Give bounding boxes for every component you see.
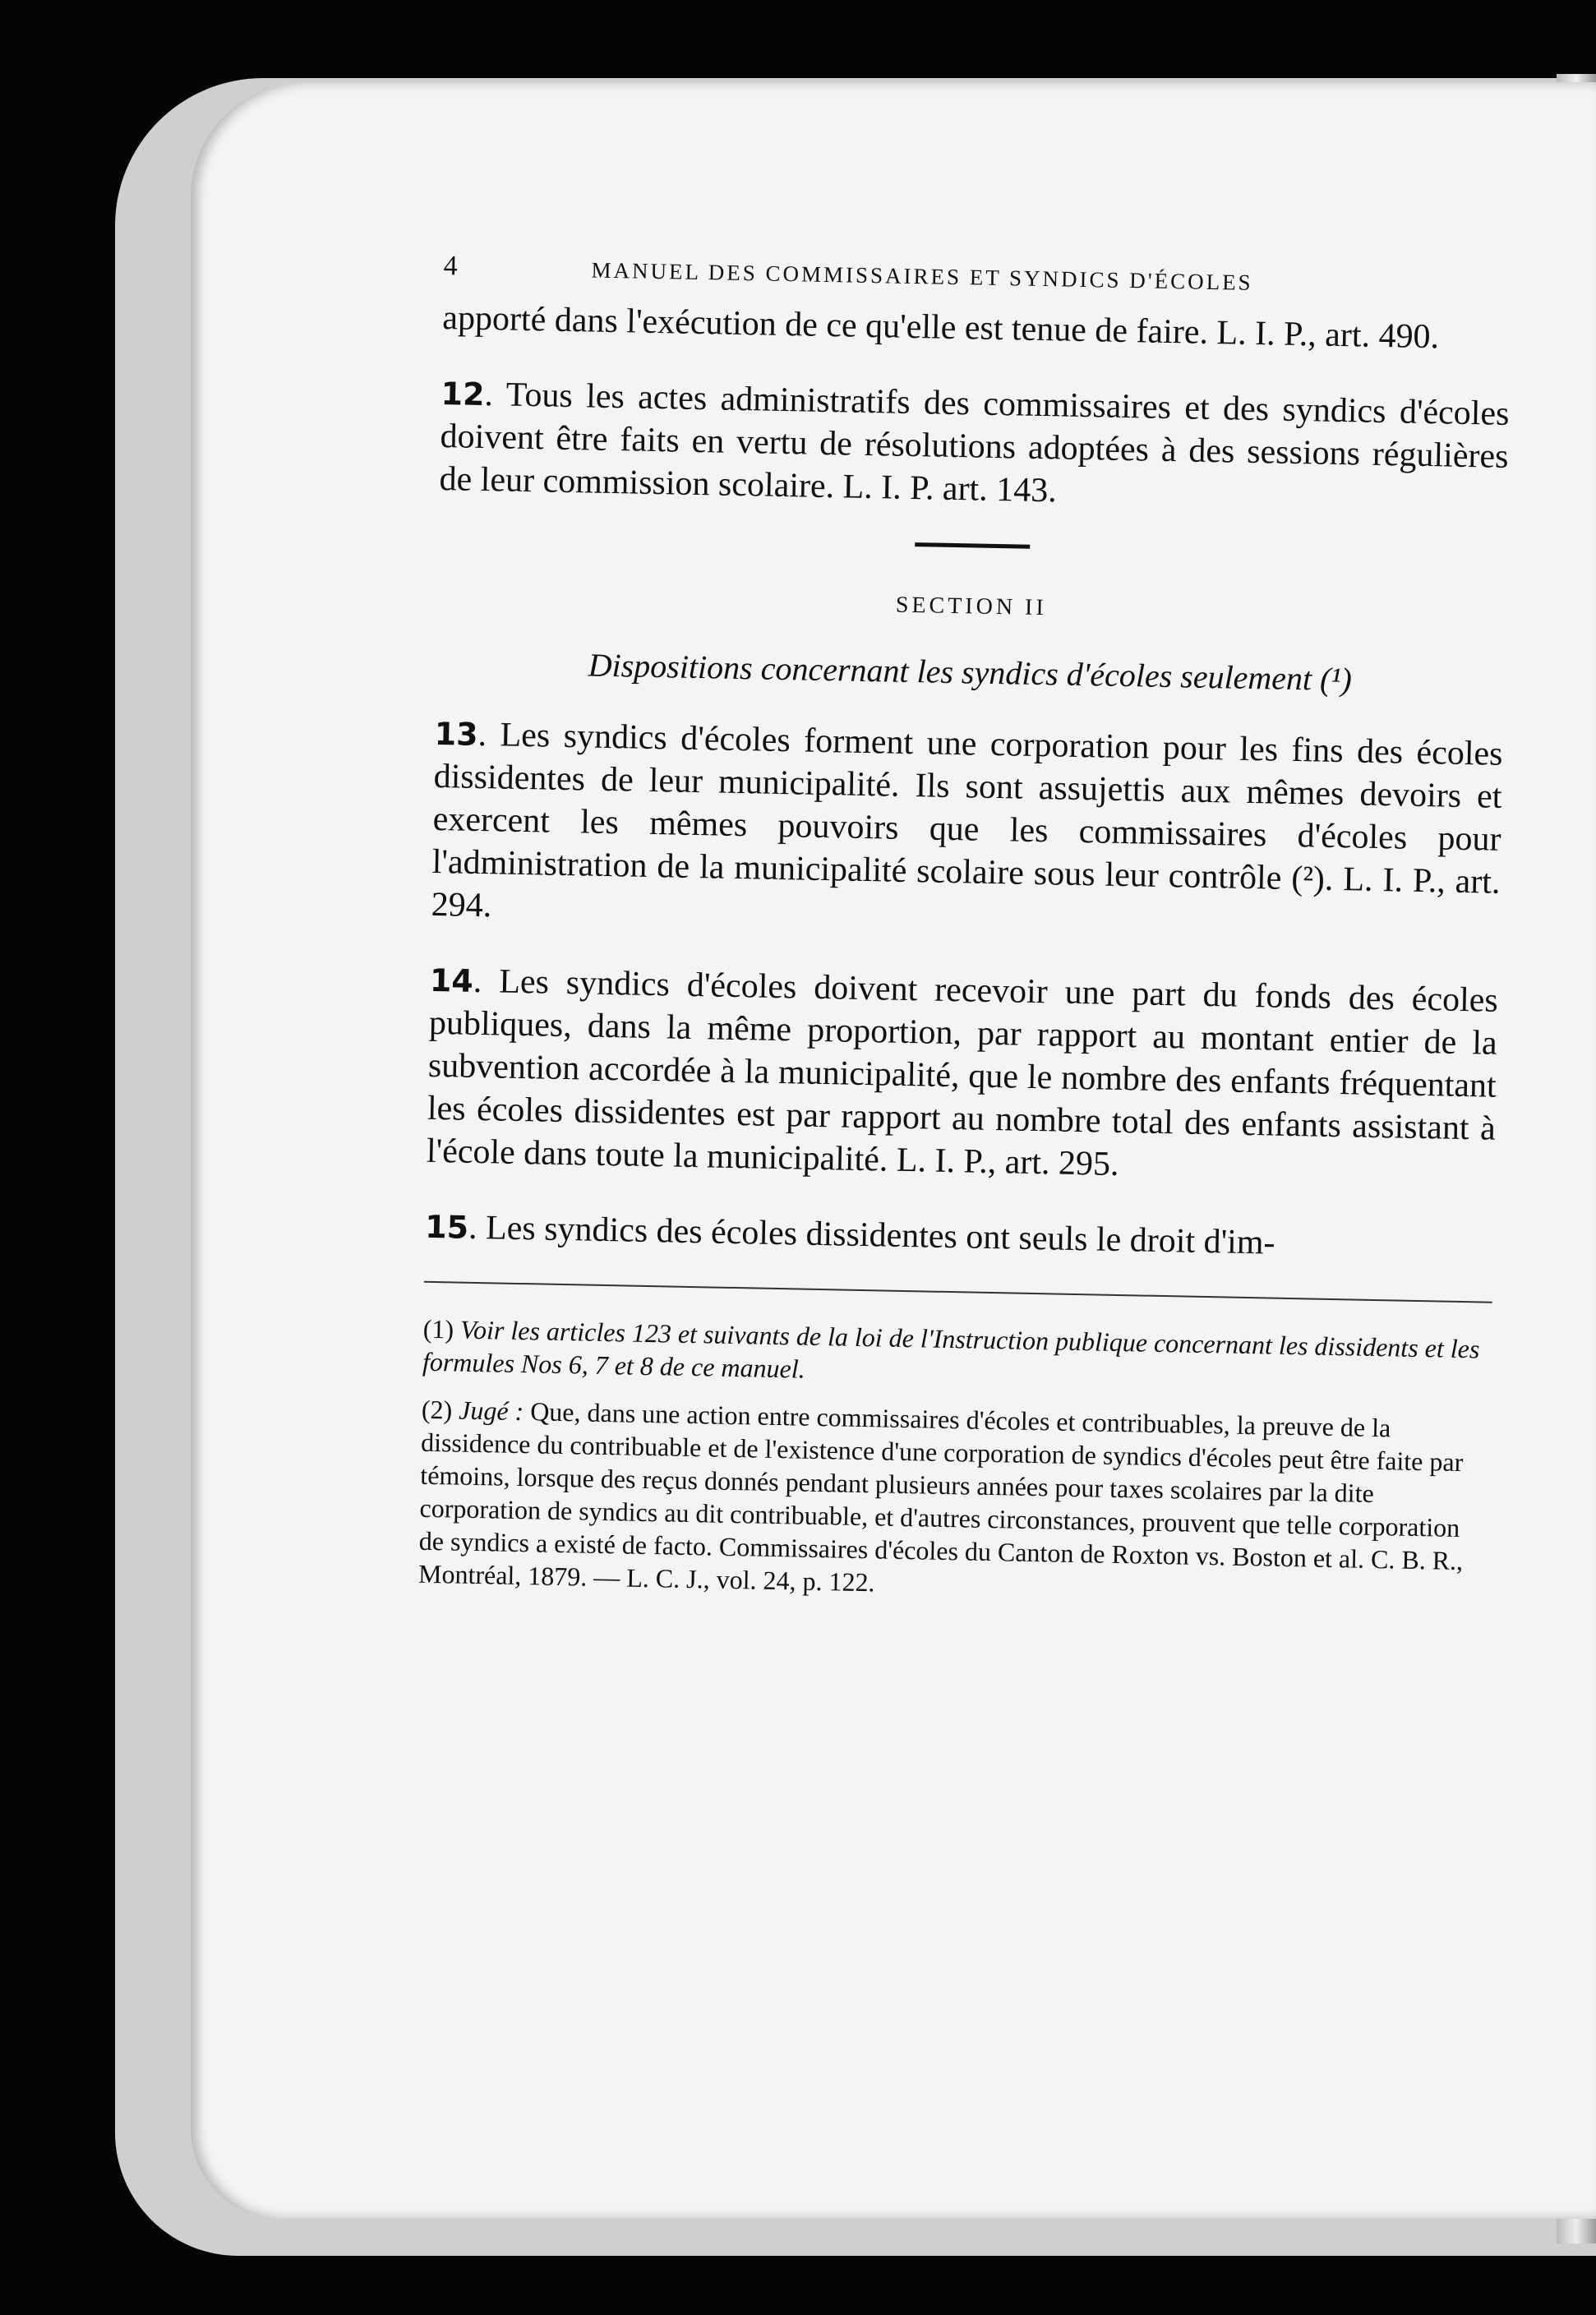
article-number: 13	[434, 715, 479, 753]
article-number: 14	[429, 962, 474, 999]
section-title: SECTION II	[895, 592, 1048, 621]
article-text: Les syndics d'écoles forment une corporation pour les fins des écoles dissidentes de leur municipalité. Ils sont assujettis aux mêmes devoirs et exercent les mêmes pouvoirs que les commissaires d'écoles pour l'administration de la municipalité scolaire sous leur contrôle (²). L. I. P., art. 294.	[431, 716, 1503, 925]
running-title: MANUEL DES COMMISSAIRES ET SYNDICS D'ÉCOLES	[591, 257, 1253, 295]
paragraph-continued: apporté dans l'exécution de ce qu'elle est tenue de faire. L. I. P., art. 490.	[441, 298, 1440, 357]
article-text: Les syndics des écoles dissidentes ont seuls le droit d'im-	[485, 1209, 1275, 1262]
page-content	[417, 251, 1511, 1626]
article-14: 14. Les syndics d'écoles doivent recevoir une part du fonds des écoles publiques, dans la même proportion, par rapport au montant entier de la subvention accordée à la municipalité, que le nombre des enfants fréquentant les écoles dissidentes est par rapport au nombre total des enfants assistant à l'école dans toute la municipalité. L. I. P., art. 295.	[426, 962, 1499, 1183]
footnote-rule	[424, 1281, 1492, 1303]
page-number: 4	[443, 251, 460, 282]
footnote-mark: (2)	[421, 1394, 453, 1425]
article-12: 12. Tous les actes administratifs des commissaires et des syndics d'écoles doivent être faits en vertu de résolutions adoptées à des sessions régulières de leur commission scolaire. L. I. P. art. 143.	[439, 375, 1510, 510]
article-number: 12	[441, 375, 485, 413]
footnote-mark: (1)	[422, 1313, 454, 1344]
section-subtitle: Dispositions concernant les syndics d'écoles seulement (¹)	[588, 646, 1353, 699]
article-number: 15	[424, 1208, 469, 1246]
footnote-text: Voir les articles 123 et suivants de la loi de l'Instruction publique concernant les dissidents et les formules Nos 6, 7 et 8 de ce manuel.	[422, 1314, 1480, 1384]
section-divider	[915, 542, 1030, 549]
article-text: Les syndics d'écoles doivent recevoir une part du fonds des écoles publiques, dans la même proportion, par rapport au montant entier de la subvention accordée à la municipalité, que le nombre des enfants fréquentant les écoles dissidentes est par rapport au nombre total des enfants assistant à l'école dans toute la municipalité. L. I. P., art. 295.	[426, 962, 1499, 1183]
footnote-text: Que, dans une action entre commissaires d'écoles et contribuables, la preuve de la dissidence du contribuable et de l'existence d'une corporation de syndics d'écoles peut être faite par témoins, lorsque des reçus donnés pendant plusieurs années pour taxes scolaires par la dite corporation de syndics au dit contribuable, et d'autres circonstances, prouvent que telle corporation de syndics a existé de facto. Commissaires d'écoles du Canton de Roxton vs. Boston et al. C. B. R., Montréal, 1879. — L. C. J., vol. 24, p. 122.	[417, 1396, 1464, 1598]
footnote-1	[422, 1312, 1492, 1399]
article-15: 15. Les syndics des écoles dissidentes ont seuls le droit d'im-	[424, 1208, 1275, 1262]
footnote-2	[418, 1393, 1490, 1611]
footnote-lead: Jugé :	[458, 1395, 524, 1427]
article-13: 13. Les syndics d'écoles forment une corporation pour les fins des écoles dissidentes de leur municipalité. Ils sont assujettis aux mêmes devoirs et exercent les mêmes pouvoirs que les commissaires d'écoles pour l'administration de la municipalité scolaire sous leur contrôle (²). L. I. P., art. 294.	[431, 715, 1503, 925]
article-text: Tous les actes administratifs des commissaires et des syndics d'écoles doivent être faits en vertu de résolutions adoptées à des sessions régulières de leur commission scolaire. L. I. P. art. 143.	[439, 376, 1510, 510]
